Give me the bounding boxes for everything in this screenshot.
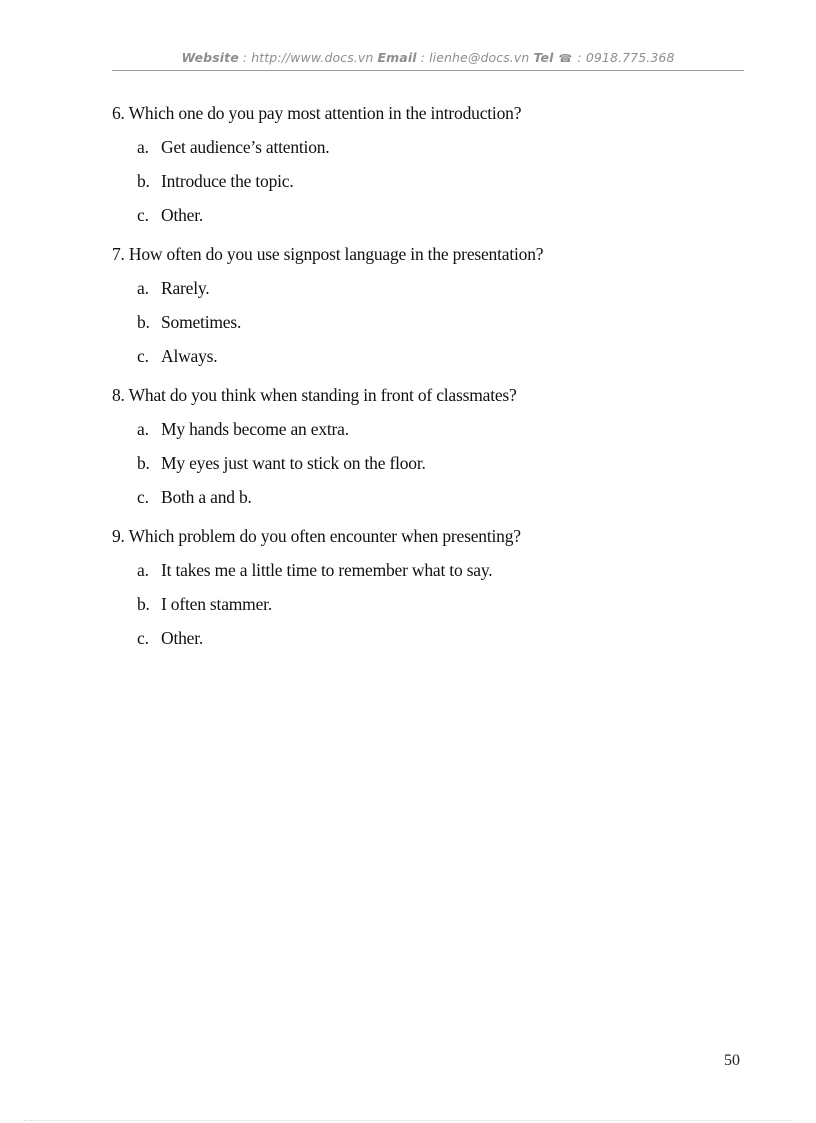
option-item	[112, 626, 752, 650]
option-letter: c.	[137, 628, 149, 648]
option-letter: c.	[137, 205, 149, 225]
option-text: My eyes just want to stick on the floor.	[161, 453, 426, 473]
option-text: Other.	[161, 205, 204, 225]
option-text: Rarely.	[161, 278, 210, 298]
option-item	[112, 203, 752, 227]
option-text: Always.	[161, 346, 218, 366]
option-letter: b.	[137, 171, 150, 191]
option-item	[112, 451, 752, 475]
header-divider	[112, 70, 744, 71]
email-label: Email	[377, 50, 417, 65]
website-label: Website	[181, 50, 239, 65]
option-item	[112, 344, 752, 368]
page-header	[112, 50, 744, 65]
question-title: 8. What do you think when standing in front of classmates?	[112, 385, 517, 405]
option-letter: a.	[137, 560, 149, 580]
option-letter: b.	[137, 453, 150, 473]
question-7	[112, 242, 752, 368]
option-letter: c.	[137, 346, 149, 366]
tel-value: : 0918.775.368	[573, 50, 675, 65]
option-letter: a.	[137, 278, 149, 298]
option-item	[112, 310, 752, 334]
option-text: Introduce the topic.	[161, 171, 294, 191]
page-number: 50	[724, 1052, 740, 1069]
footer-divider	[24, 1120, 792, 1121]
option-text: Sometimes.	[161, 312, 242, 332]
option-item	[112, 135, 752, 159]
option-letter: b.	[137, 312, 150, 332]
option-text: Get audience’s attention.	[161, 137, 330, 157]
option-item	[112, 558, 752, 582]
option-text: Both a and b.	[161, 487, 252, 507]
phone-icon: ☎	[558, 52, 573, 65]
questionnaire	[112, 101, 752, 665]
question-9	[112, 524, 752, 650]
question-title: 9. Which problem do you often encounter when presenting?	[112, 526, 521, 546]
option-item	[112, 417, 752, 441]
option-item	[112, 276, 752, 300]
option-letter: c.	[137, 487, 149, 507]
option-text: Other.	[161, 628, 204, 648]
question-8	[112, 383, 752, 509]
question-title: 7. How often do you use signpost language in the presentation?	[112, 244, 544, 264]
option-letter: b.	[137, 594, 150, 614]
option-text: My hands become an extra.	[161, 419, 349, 439]
option-text: I often stammer.	[161, 594, 273, 614]
tel-label: Tel	[533, 50, 554, 65]
option-item	[112, 592, 752, 616]
option-letter: a.	[137, 137, 149, 157]
option-letter: a.	[137, 419, 149, 439]
option-item	[112, 485, 752, 509]
email-value: : lienhe@docs.vn	[416, 50, 534, 65]
question-6	[112, 101, 752, 227]
question-title: 6. Which one do you pay most attention in the introduction?	[112, 103, 522, 123]
option-item	[112, 169, 752, 193]
website-value: : http://www.docs.vn	[238, 50, 378, 65]
option-text: It takes me a little time to remember what to say.	[161, 560, 493, 580]
